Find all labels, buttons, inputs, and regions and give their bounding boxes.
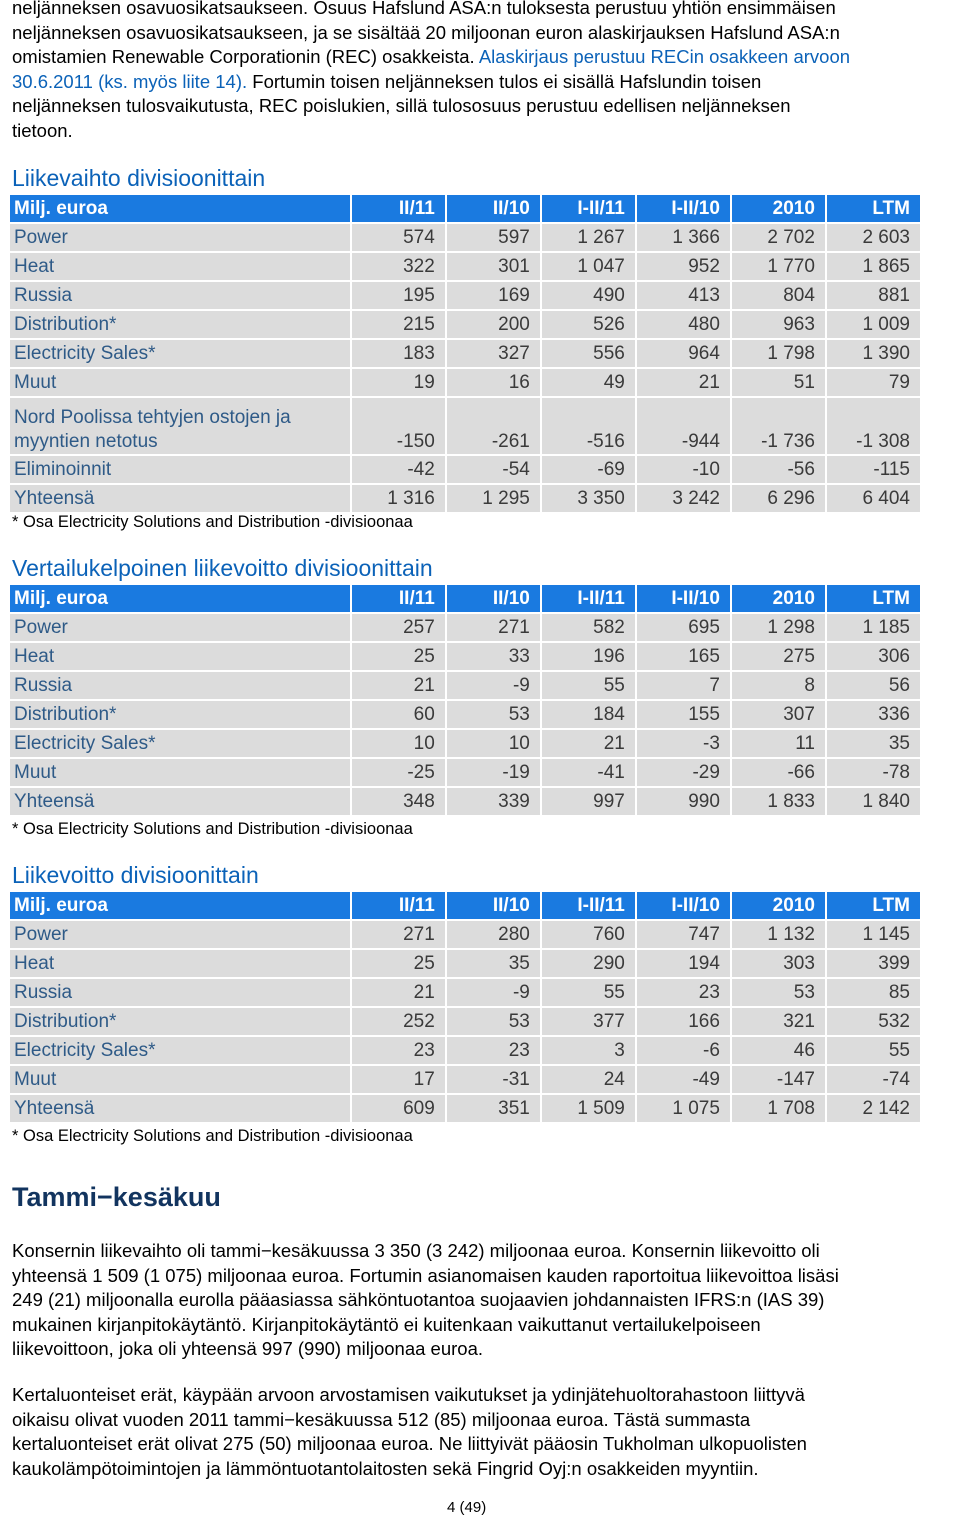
column-header: II/11	[352, 195, 445, 222]
table-row	[10, 1037, 920, 1064]
column-header: II/10	[447, 892, 540, 919]
paragraph-line: kaukolämpötoimintojen ja lämmöntuotantolaitosten sekä Fingrid Oyj:n osakkeiden myyntiin.	[12, 1457, 759, 1479]
value-cell: 303	[732, 950, 825, 977]
value-cell: 19	[352, 369, 445, 396]
value-cell: 53	[447, 1008, 540, 1035]
column-header: Milj. euroa	[10, 585, 350, 612]
value-cell: 1 840	[827, 788, 920, 815]
value-cell: 290	[542, 950, 635, 977]
table-row	[10, 1066, 920, 1093]
table-header-row	[10, 585, 920, 612]
value-cell: -41	[542, 759, 635, 786]
value-cell: 196	[542, 643, 635, 670]
column-header: II/10	[447, 585, 540, 612]
row-label: Yhteensä	[10, 1095, 350, 1122]
table-row	[10, 1095, 920, 1122]
value-cell: 2 603	[827, 224, 920, 251]
intro-line: neljänneksen osavuosikatsaukseen. Osuus Hafslund ASA:n tuloksesta perustuu yhtiön ensimmäisen	[12, 0, 836, 18]
table-row	[10, 485, 920, 512]
table-row	[10, 1008, 920, 1035]
value-cell: 327	[447, 340, 540, 367]
section-paragraph-2	[12, 1383, 956, 1481]
table-row	[10, 701, 920, 728]
row-label: Power	[10, 921, 350, 948]
value-cell: 155	[637, 701, 730, 728]
row-label: Muut	[10, 759, 350, 786]
value-cell: 322	[352, 253, 445, 280]
value-cell: 480	[637, 311, 730, 338]
value-cell: -150	[352, 398, 445, 454]
value-cell: 53	[447, 701, 540, 728]
value-cell: 1 132	[732, 921, 825, 948]
value-cell: 2 142	[827, 1095, 920, 1122]
value-cell: 964	[637, 340, 730, 367]
row-label: Yhteensä	[10, 788, 350, 815]
value-cell: 1 366	[637, 224, 730, 251]
section-paragraph-1	[12, 1239, 956, 1362]
operating-profit-footnote: * Osa Electricity Solutions and Distribution -divisioonaa	[12, 1127, 413, 1145]
value-cell: 3	[542, 1037, 635, 1064]
column-header: 2010	[732, 585, 825, 612]
value-cell: 490	[542, 282, 635, 309]
intro-line: neljänneksen tulosvaikutusta, REC poislukien, sillä tulososuus perustuu edellisen neljänneksen	[12, 95, 791, 116]
value-cell: 597	[447, 224, 540, 251]
row-label: Heat	[10, 950, 350, 977]
comparable-profit-table	[8, 583, 922, 817]
value-cell: 21	[542, 730, 635, 757]
comparable-profit-footnote: * Osa Electricity Solutions and Distribution -divisioonaa	[12, 820, 413, 838]
value-cell: 1 509	[542, 1095, 635, 1122]
row-label: Distribution*	[10, 1008, 350, 1035]
table-row	[10, 921, 920, 948]
value-cell: 49	[542, 369, 635, 396]
paragraph-line: mukainen kirjanpitokäytäntö. Kirjanpitokäytäntö ei kuitenkaan vaikuttanut vertailukelpoiseen	[12, 1313, 761, 1335]
value-cell: 336	[827, 701, 920, 728]
column-header: I-II/10	[637, 892, 730, 919]
value-cell: 1 267	[542, 224, 635, 251]
paragraph-line: yhteensä 1 509 (1 075) miljoonaa euroa. Fortumin asianomaisen kauden raportoitua liikevoittoa lisäsi	[12, 1264, 839, 1286]
value-cell: 25	[352, 950, 445, 977]
value-cell: 348	[352, 788, 445, 815]
table-header-row	[10, 892, 920, 919]
intro-line: omistamien Renewable Corporationin (REC) osakkeista. Alaskirjaus perustuu RECin osakkeen arvoon	[12, 46, 851, 67]
value-cell: 321	[732, 1008, 825, 1035]
table-row	[10, 614, 920, 641]
table-row	[10, 253, 920, 280]
value-cell: -10	[637, 456, 730, 483]
table-row	[10, 979, 920, 1006]
value-cell: 51	[732, 369, 825, 396]
value-cell: -42	[352, 456, 445, 483]
value-cell: 194	[637, 950, 730, 977]
value-cell: 280	[447, 921, 540, 948]
column-header: Milj. euroa	[10, 892, 350, 919]
column-header: I-II/10	[637, 585, 730, 612]
value-cell: 1 075	[637, 1095, 730, 1122]
table-row	[10, 672, 920, 699]
row-label: Power	[10, 224, 350, 251]
table-row	[10, 950, 920, 977]
value-cell: -3	[637, 730, 730, 757]
table-row	[10, 311, 920, 338]
row-label: Distribution*	[10, 311, 350, 338]
value-cell: 339	[447, 788, 540, 815]
value-cell: 609	[352, 1095, 445, 1122]
value-cell: 1 145	[827, 921, 920, 948]
column-header: II/11	[352, 585, 445, 612]
value-cell: 169	[447, 282, 540, 309]
revenue-table	[8, 193, 922, 514]
value-cell: 183	[352, 340, 445, 367]
row-label: Muut	[10, 369, 350, 396]
comparable-profit-table-title: Vertailukelpoinen liikevoitto divisioonittain	[12, 555, 433, 581]
column-header: I-II/10	[637, 195, 730, 222]
row-label: Russia	[10, 979, 350, 1006]
value-cell: 532	[827, 1008, 920, 1035]
value-cell: 252	[352, 1008, 445, 1035]
row-label: Heat	[10, 253, 350, 280]
value-cell: 952	[637, 253, 730, 280]
value-cell: 963	[732, 311, 825, 338]
value-cell: -944	[637, 398, 730, 454]
value-cell: 582	[542, 614, 635, 641]
row-label: Yhteensä	[10, 485, 350, 512]
value-cell: 1 047	[542, 253, 635, 280]
value-cell: 11	[732, 730, 825, 757]
value-cell: -56	[732, 456, 825, 483]
column-header: II/11	[352, 892, 445, 919]
table-row	[10, 643, 920, 670]
value-cell: -6	[637, 1037, 730, 1064]
value-cell: 21	[637, 369, 730, 396]
column-header: LTM	[827, 892, 920, 919]
value-cell: 3 350	[542, 485, 635, 512]
intro-line: tietoon.	[12, 119, 73, 141]
value-cell: 1 298	[732, 614, 825, 641]
value-cell: 257	[352, 614, 445, 641]
table-row	[10, 398, 920, 454]
value-cell: 60	[352, 701, 445, 728]
paragraph-line: liikevoittoon, joka oli yhteensä 997 (990) miljoonaa euroa.	[12, 1338, 484, 1359]
table-row	[10, 340, 920, 367]
row-label: Heat	[10, 643, 350, 670]
value-cell: 53	[732, 979, 825, 1006]
table-row	[10, 282, 920, 309]
column-header: I-II/11	[542, 585, 635, 612]
value-cell: 10	[447, 730, 540, 757]
value-cell: 747	[637, 921, 730, 948]
value-cell: 55	[542, 979, 635, 1006]
value-cell: 23	[447, 1037, 540, 1064]
value-cell: 306	[827, 643, 920, 670]
value-cell: -69	[542, 456, 635, 483]
paragraph-line: Konsernin liikevaihto oli tammi−kesäkuussa 3 350 (3 242) miljoonaa euroa. Konsernin liikevoitto oli	[12, 1240, 820, 1261]
page-number: 4 (49)	[447, 1499, 487, 1516]
value-cell: 526	[542, 311, 635, 338]
value-cell: -78	[827, 759, 920, 786]
row-label: Electricity Sales*	[10, 1037, 350, 1064]
value-cell: 271	[352, 921, 445, 948]
value-cell: 46	[732, 1037, 825, 1064]
value-cell: 3 242	[637, 485, 730, 512]
revenue-table-title: Liikevaihto divisioonittain	[12, 165, 266, 191]
value-cell: 1 185	[827, 614, 920, 641]
value-cell: 1 708	[732, 1095, 825, 1122]
value-cell: -66	[732, 759, 825, 786]
value-cell: 195	[352, 282, 445, 309]
value-cell: -31	[447, 1066, 540, 1093]
column-header: 2010	[732, 892, 825, 919]
value-cell: 2 702	[732, 224, 825, 251]
value-cell: 55	[827, 1037, 920, 1064]
value-cell: 399	[827, 950, 920, 977]
value-cell: 760	[542, 921, 635, 948]
table-row	[10, 759, 920, 786]
value-cell: 21	[352, 672, 445, 699]
value-cell: 301	[447, 253, 540, 280]
row-label: Muut	[10, 1066, 350, 1093]
intro-line: neljänneksen osavuosikatsaukseen, ja se sisältää 20 miljoonan euron alaskirjauksen Hafslund ASA:n	[12, 21, 840, 43]
row-label: Russia	[10, 672, 350, 699]
value-cell: 377	[542, 1008, 635, 1035]
value-cell: 6 404	[827, 485, 920, 512]
value-cell: -147	[732, 1066, 825, 1093]
row-label: Russia	[10, 282, 350, 309]
value-cell: 1 009	[827, 311, 920, 338]
value-cell: -516	[542, 398, 635, 454]
value-cell: -19	[447, 759, 540, 786]
column-header: II/10	[447, 195, 540, 222]
paragraph-line: kertaluonteiset erät olivat 275 (50) miljoonaa euroa. Ne liittyivät pääosin Tukholman ulkopuolisten	[12, 1433, 807, 1454]
value-cell: 16	[447, 369, 540, 396]
table-row	[10, 369, 920, 396]
value-cell: -29	[637, 759, 730, 786]
column-header: I-II/11	[542, 892, 635, 919]
row-label: Electricity Sales*	[10, 730, 350, 757]
column-header: LTM	[827, 585, 920, 612]
column-header: 2010	[732, 195, 825, 222]
value-cell: -9	[447, 672, 540, 699]
value-cell: -74	[827, 1066, 920, 1093]
value-cell: 33	[447, 643, 540, 670]
row-label: Distribution*	[10, 701, 350, 728]
intro-line: 30.6.2011 (ks. myös liite 14). Fortumin toisen neljänneksen tulos ei sisällä Hafslundin toisen	[12, 70, 762, 92]
value-cell: -9	[447, 979, 540, 1006]
value-cell: 1 865	[827, 253, 920, 280]
value-cell: 1 770	[732, 253, 825, 280]
value-cell: 1 798	[732, 340, 825, 367]
paragraph-line: Kertaluonteiset erät, käypään arvoon arvostamisen vaikutukset ja ydinjätehuoltorahastoon liittyvä	[12, 1384, 805, 1405]
value-cell: 24	[542, 1066, 635, 1093]
value-cell: 166	[637, 1008, 730, 1035]
value-cell: 351	[447, 1095, 540, 1122]
value-cell: 6 296	[732, 485, 825, 512]
value-cell: 165	[637, 643, 730, 670]
value-cell: 413	[637, 282, 730, 309]
table-row	[10, 788, 920, 815]
value-cell: 215	[352, 311, 445, 338]
value-cell: 271	[447, 614, 540, 641]
value-cell: 200	[447, 311, 540, 338]
table-row	[10, 224, 920, 251]
value-cell: -1 736	[732, 398, 825, 454]
column-header: LTM	[827, 195, 920, 222]
value-cell: -261	[447, 398, 540, 454]
value-cell: -54	[447, 456, 540, 483]
value-cell: 556	[542, 340, 635, 367]
value-cell: 79	[827, 369, 920, 396]
value-cell: 23	[637, 979, 730, 1006]
paragraph-line: oikaisu olivat vuoden 2011 tammi−kesäkuussa 512 (85) miljoonaa euroa. Tästä summasta	[12, 1408, 751, 1430]
value-cell: 7	[637, 672, 730, 699]
value-cell: 8	[732, 672, 825, 699]
table-row	[10, 730, 920, 757]
row-label: Nord Poolissa tehtyjen ostojen ja myyntien netotus	[10, 398, 350, 454]
value-cell: 1 295	[447, 485, 540, 512]
paragraph-line: 249 (21) miljoonalla eurolla pääasiassa sähköntuotantoa suojaavien johdannaisten IFRS:n (IAS 39)	[12, 1289, 825, 1310]
operating-profit-table-title: Liikevoitto divisioonittain	[12, 862, 259, 888]
value-cell: 881	[827, 282, 920, 309]
value-cell: 35	[447, 950, 540, 977]
value-cell: 21	[352, 979, 445, 1006]
value-cell: 990	[637, 788, 730, 815]
value-cell: 1 833	[732, 788, 825, 815]
intro-paragraph	[12, 0, 956, 143]
value-cell: 1 316	[352, 485, 445, 512]
row-label: Eliminoinnit	[10, 456, 350, 483]
value-cell: -115	[827, 456, 920, 483]
value-cell: 17	[352, 1066, 445, 1093]
value-cell: 55	[542, 672, 635, 699]
value-cell: 1 390	[827, 340, 920, 367]
value-cell: 574	[352, 224, 445, 251]
operating-profit-table	[8, 890, 922, 1124]
value-cell: 997	[542, 788, 635, 815]
section-heading: Tammi−kesäkuu	[12, 1182, 221, 1212]
table-row	[10, 456, 920, 483]
table-header-row	[10, 195, 920, 222]
value-cell: 804	[732, 282, 825, 309]
value-cell: 85	[827, 979, 920, 1006]
value-cell: -49	[637, 1066, 730, 1093]
row-label: Electricity Sales*	[10, 340, 350, 367]
value-cell: 56	[827, 672, 920, 699]
revenue-footnote: * Osa Electricity Solutions and Distribution -divisioonaa	[12, 513, 413, 531]
row-label: Power	[10, 614, 350, 641]
value-cell: 184	[542, 701, 635, 728]
column-header: I-II/11	[542, 195, 635, 222]
value-cell: -25	[352, 759, 445, 786]
value-cell: -1 308	[827, 398, 920, 454]
value-cell: 275	[732, 643, 825, 670]
value-cell: 23	[352, 1037, 445, 1064]
value-cell: 695	[637, 614, 730, 641]
value-cell: 35	[827, 730, 920, 757]
column-header: Milj. euroa	[10, 195, 350, 222]
value-cell: 10	[352, 730, 445, 757]
value-cell: 307	[732, 701, 825, 728]
value-cell: 25	[352, 643, 445, 670]
